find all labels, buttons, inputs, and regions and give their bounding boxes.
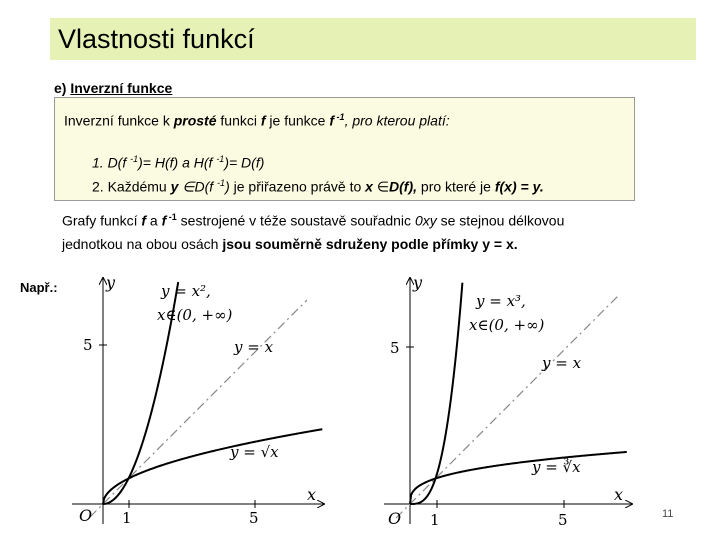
- def-text: prosté: [173, 112, 217, 129]
- x-axis-label: x: [307, 485, 317, 504]
- def-text: -1: [217, 178, 226, 188]
- def-text: -1: [334, 112, 345, 122]
- definition-line-2: [92, 154, 264, 171]
- tick-label-y-5: 5: [83, 336, 93, 354]
- inverse-curve: [410, 452, 627, 504]
- para-text: -1: [166, 212, 177, 222]
- def-text: je funkce: [265, 112, 330, 129]
- graph-left: [62, 272, 352, 534]
- identity-label: y = x: [234, 338, 274, 356]
- y-axis-label: y: [106, 273, 116, 292]
- def-text: pro které je: [417, 178, 495, 195]
- def-text: f: [260, 112, 266, 129]
- para-text: f: [141, 212, 147, 229]
- def-text: funkci: [216, 112, 261, 129]
- graph-right: [374, 272, 664, 534]
- y-axis-label: y: [413, 273, 423, 292]
- tick-label-x-1: 1: [122, 509, 132, 527]
- domain-label: x∈(0, +∞): [157, 306, 233, 324]
- origin-label: O: [388, 509, 402, 528]
- para-text: Grafy funkcí: [62, 212, 142, 229]
- section-prefix: e): [54, 80, 71, 96]
- definition-box: [54, 97, 635, 201]
- tick-label-x-1: 1: [430, 511, 440, 529]
- def-text: 1. D(f: [92, 154, 131, 171]
- def-text: , pro kterou platí:: [344, 112, 450, 129]
- slide-title: Vlastnosti funkcí: [58, 24, 255, 54]
- def-text: y: [170, 178, 179, 195]
- section-title: Inverzní funkce: [70, 80, 173, 96]
- para-text: 0xy: [414, 212, 437, 229]
- inverse-label: y = ∛x: [532, 458, 581, 476]
- tick-label-x-5: 5: [558, 511, 568, 529]
- def-text: 2. Každému: [92, 178, 171, 195]
- example-label: Např.:: [20, 280, 58, 295]
- section-heading: [54, 80, 172, 96]
- paragraph-line-2: [62, 236, 518, 252]
- def-text: )= H(f) a H(f: [138, 154, 217, 171]
- origin-label: O: [79, 506, 93, 525]
- def-text: ∈D(f: [178, 178, 218, 195]
- para-text: jsou souměrně sdruženy podle přímky y = x.: [222, 236, 518, 252]
- paragraph-line-1: [62, 212, 564, 229]
- definition-line-1: [64, 112, 450, 129]
- def-text: ∈: [372, 178, 390, 195]
- tick-label-y-5: 5: [390, 339, 400, 357]
- function-curve: [410, 283, 462, 504]
- para-text: jednotkou na obou osách: [62, 236, 223, 252]
- title-bar: [50, 18, 696, 60]
- tick-label-x-5: 5: [249, 509, 259, 527]
- def-text: -1: [130, 154, 139, 164]
- def-text: -1: [216, 154, 225, 164]
- identity-label: y = x: [542, 354, 582, 372]
- def-text: x: [365, 178, 373, 195]
- inverse-curve: [103, 429, 322, 504]
- function-label: y = x²,: [161, 282, 211, 300]
- para-text: f: [161, 212, 167, 229]
- def-text: )= D(f): [224, 154, 265, 171]
- y-equals-x-line: [90, 300, 307, 517]
- def-text: Inverzní funkce k: [64, 112, 174, 129]
- def-text: f(x) = y.: [494, 178, 544, 195]
- domain-label: x∈(0, +∞): [469, 316, 545, 334]
- para-text: se stejnou délkovou: [436, 212, 565, 229]
- inverse-label: y = √x: [230, 443, 279, 461]
- def-text: D(f),: [389, 178, 418, 195]
- def-text: je přiřazeno právě to: [229, 178, 366, 195]
- definition-line-3: [92, 178, 544, 196]
- function-label: y = x³,: [476, 292, 526, 310]
- def-text: f: [329, 112, 335, 129]
- para-text: sestrojené v téže soustavě souřadnic: [176, 212, 415, 229]
- x-axis-label: x: [614, 485, 624, 504]
- para-text: a: [146, 212, 162, 229]
- def-text: ): [225, 178, 230, 195]
- page-number: 11: [662, 508, 674, 520]
